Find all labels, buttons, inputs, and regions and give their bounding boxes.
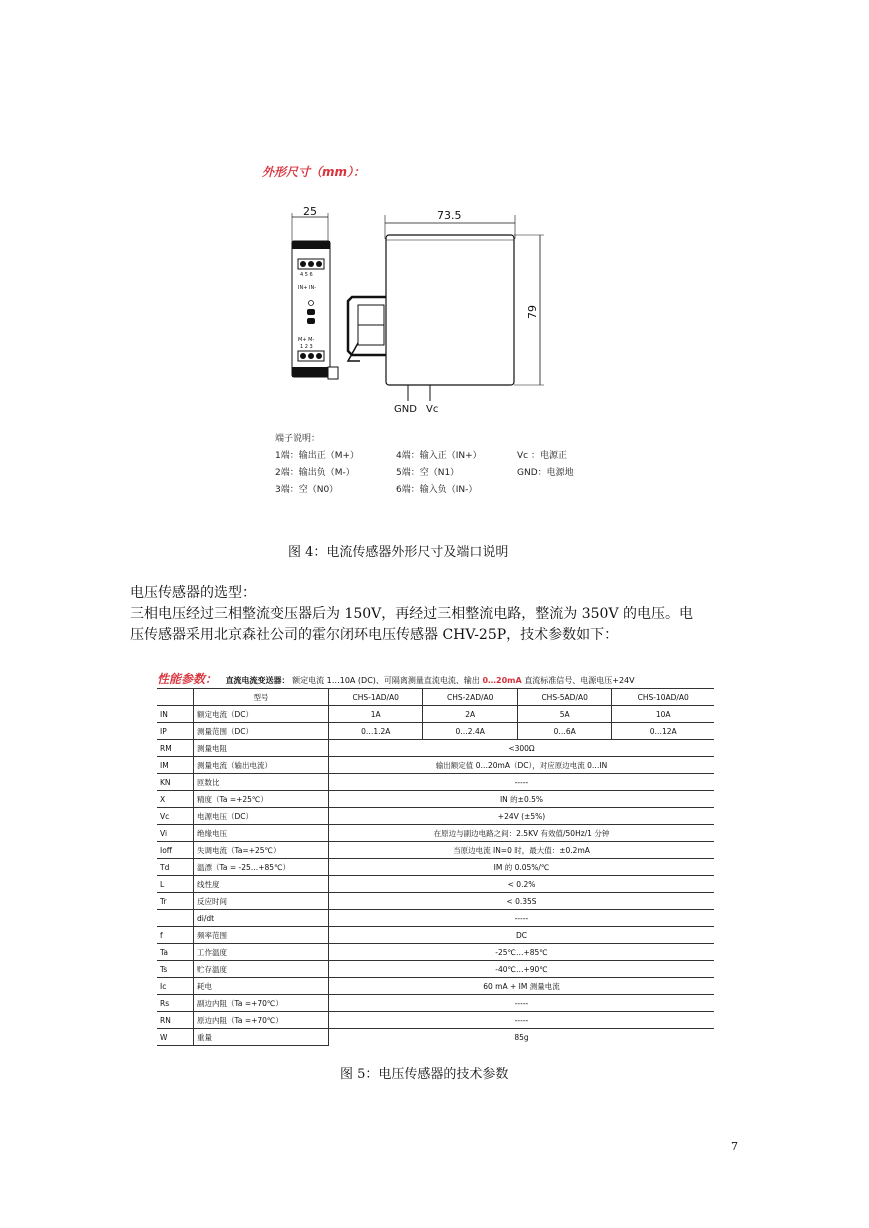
value-cell: 60 mA + IM 测量电流 <box>329 978 715 995</box>
figure-5-caption: 图 5：电压传感器的技术参数 <box>340 1067 509 1082</box>
param-cell: 原边内阻（Ta =+70℃） <box>194 1012 329 1029</box>
symbol-cell: IM <box>157 757 194 774</box>
value-cell: 在原边与副边电路之间：2.5KV 有效值/50Hz/1 分钟 <box>329 825 715 842</box>
value-cell: 85g <box>514 1032 529 1042</box>
table-row <box>157 791 714 808</box>
header-cell: CHS-5AD/A0 <box>517 689 611 706</box>
terminal-legend-item: 6端：输入负（IN-） <box>396 485 478 495</box>
symbol-cell: W <box>157 1029 194 1046</box>
value-cell: -40℃…+90℃ <box>329 961 715 978</box>
height-dimension: 79 <box>526 305 539 319</box>
param-cell: 测量电流（输出电流） <box>194 757 329 774</box>
page-number: 7 <box>731 1140 738 1153</box>
symbol-cell: Td <box>157 859 194 876</box>
header-cell: 型号 <box>194 689 329 706</box>
symbol-cell: Ic <box>157 978 194 995</box>
symbol-cell: X <box>157 791 194 808</box>
param-cell: 频率范围 <box>194 927 329 944</box>
param-cell: 线性度 <box>194 876 329 893</box>
table-row <box>157 927 714 944</box>
value-cell: IN 的±0.5% <box>329 791 715 808</box>
bottom-pin-labels: M+ M- <box>298 337 315 343</box>
spec-title: 性能参数： <box>157 672 218 686</box>
table-row <box>157 910 714 927</box>
terminal-legend-item: GND：电源地 <box>517 468 574 478</box>
symbol-cell: Ioff <box>157 842 194 859</box>
top-pin-numbers: 4 5 6 <box>300 272 313 278</box>
terminal-legend-item: 5端：空（N1） <box>396 468 460 478</box>
param-cell: 绝缘电压 <box>194 825 329 842</box>
table-row <box>157 944 714 961</box>
paragraph-line: 三相电压经过三相整流变压器后为 150V，再经过三相整流电路，整流为 350V 的电压。电 <box>130 606 694 622</box>
sensor-dimension-drawing <box>240 155 640 425</box>
value-cell: ----- <box>329 995 715 1012</box>
symbol-cell: Ta <box>157 944 194 961</box>
value-cell: 当原边电流 IN=0 时，最大值：±0.2mA <box>329 842 715 859</box>
param-cell: 电源电压（DC） <box>194 808 329 825</box>
table-row <box>157 876 714 893</box>
header-cell: CHS-10AD/A0 <box>612 689 714 706</box>
table-row <box>157 757 714 774</box>
table-row <box>157 1012 714 1029</box>
table-header-row <box>157 689 714 706</box>
spec-head-text: 额定电流 1…10A (DC)、可隔离测量直流电流、输出 <box>292 676 480 685</box>
value-cell: 10A <box>612 706 714 723</box>
vc-label: Vc <box>426 404 439 415</box>
spec-table-figure <box>157 670 717 1046</box>
terminal-legend-item: 1端：输出正（M+） <box>275 451 360 461</box>
spec-head-text: 直流标准信号、电源电压+24V <box>524 676 635 685</box>
symbol-cell: RN <box>157 1012 194 1029</box>
header-cell: CHS-2AD/A0 <box>423 689 517 706</box>
value-cell: -25℃…+85℃ <box>329 944 715 961</box>
param-cell: 贮存温度 <box>194 961 329 978</box>
value-cell: DC <box>329 927 715 944</box>
table-row <box>157 825 714 842</box>
terminal-legend-item: 2端：输出负（M-） <box>275 468 355 478</box>
spec-head-bold: 直流电流变送器： <box>225 676 290 685</box>
param-cell: di/dt <box>194 910 329 927</box>
terminal-legend-title: 端子说明： <box>275 434 321 444</box>
symbol-cell: L <box>157 876 194 893</box>
spec-header-line <box>157 670 717 688</box>
param-cell: 副边内阻（Ta =+70℃） <box>194 995 329 1012</box>
symbol-cell: Vc <box>157 808 194 825</box>
table-row <box>157 808 714 825</box>
section-heading: 电压传感器的选型： <box>130 585 256 601</box>
symbol-cell: RM <box>157 740 194 757</box>
symbol-cell: Rs <box>157 995 194 1012</box>
symbol-cell: f <box>157 927 194 944</box>
param-cell: 温漂（Ta = -25…+85℃） <box>194 859 329 876</box>
header-cell: CHS-1AD/A0 <box>329 689 423 706</box>
table-row <box>157 978 714 995</box>
table-row <box>157 995 714 1012</box>
param-cell: 耗电 <box>194 978 329 995</box>
value-cell: ----- <box>329 1012 715 1029</box>
spec-head-red: 0…20mA <box>482 676 522 685</box>
param-cell: 重量 <box>194 1029 329 1046</box>
value-cell: <300Ω <box>329 740 715 757</box>
value-cell: 2A <box>423 706 517 723</box>
figure-4-title: 外形尺寸（mm）： <box>262 165 366 179</box>
paragraph-line: 压传感器采用北京森社公司的霍尔闭环电压传感器 CHV-25P，技术参数如下： <box>130 627 619 643</box>
value-cell: 0…6A <box>517 723 611 740</box>
length-dimension: 73.5 <box>437 209 462 222</box>
value-cell: ----- <box>329 774 715 791</box>
value-cell: < 0.35S <box>329 893 715 910</box>
table-row <box>157 723 714 740</box>
symbol-cell: Ts <box>157 961 194 978</box>
terminal-legend-item: 3端：空（N0） <box>275 485 339 495</box>
terminal-legend-item: Vc ：电源正 <box>517 451 567 461</box>
symbol-cell <box>157 910 194 927</box>
param-cell: 测量电阻 <box>194 740 329 757</box>
value-cell: +24V (±5%) <box>329 808 715 825</box>
value-cell: 0…12A <box>612 723 714 740</box>
value-cell: IM 的 0.05%/℃ <box>329 859 715 876</box>
param-cell: 精度（Ta =+25℃） <box>194 791 329 808</box>
value-cell: 输出额定值 0…20mA（DC），对应原边电流 0…IN <box>329 757 715 774</box>
table-row <box>157 1029 714 1046</box>
symbol-cell: Tr <box>157 893 194 910</box>
value-cell: ----- <box>329 910 715 927</box>
bottom-pin-numbers: 1 2 3 <box>300 344 313 350</box>
param-cell: 测量范围（DC） <box>194 723 329 740</box>
value-cell: < 0.2% <box>329 876 715 893</box>
table-row <box>157 961 714 978</box>
figure-4-caption: 图 4：电流传感器外形尺寸及端口说明 <box>288 545 509 560</box>
figure-4 <box>240 155 640 515</box>
param-cell: 工作温度 <box>194 944 329 961</box>
gnd-label: GND <box>394 404 417 415</box>
param-cell: 匝数比 <box>194 774 329 791</box>
value-cell: 0…1.2A <box>329 723 423 740</box>
terminal-legend-item: 4端：输入正（IN+） <box>396 451 482 461</box>
symbol-cell: Vi <box>157 825 194 842</box>
table-row <box>157 893 714 910</box>
param-cell: 额定电流（DC） <box>194 706 329 723</box>
symbol-cell: KN <box>157 774 194 791</box>
value-cell: 0…2.4A <box>423 723 517 740</box>
table-row <box>157 706 714 723</box>
symbol-cell: IN <box>157 706 194 723</box>
table-row <box>157 740 714 757</box>
top-pin-labels: IN+ IN- <box>298 285 317 291</box>
param-cell: 失调电流（Ta=+25℃） <box>194 842 329 859</box>
symbol-cell: IP <box>157 723 194 740</box>
table-row <box>157 842 714 859</box>
width-dimension: 25 <box>303 205 317 218</box>
table-row <box>157 774 714 791</box>
spec-table <box>157 688 714 1046</box>
param-cell: 反应时间 <box>194 893 329 910</box>
value-cell: 1A <box>329 706 423 723</box>
table-row <box>157 859 714 876</box>
value-cell: 5A <box>517 706 611 723</box>
